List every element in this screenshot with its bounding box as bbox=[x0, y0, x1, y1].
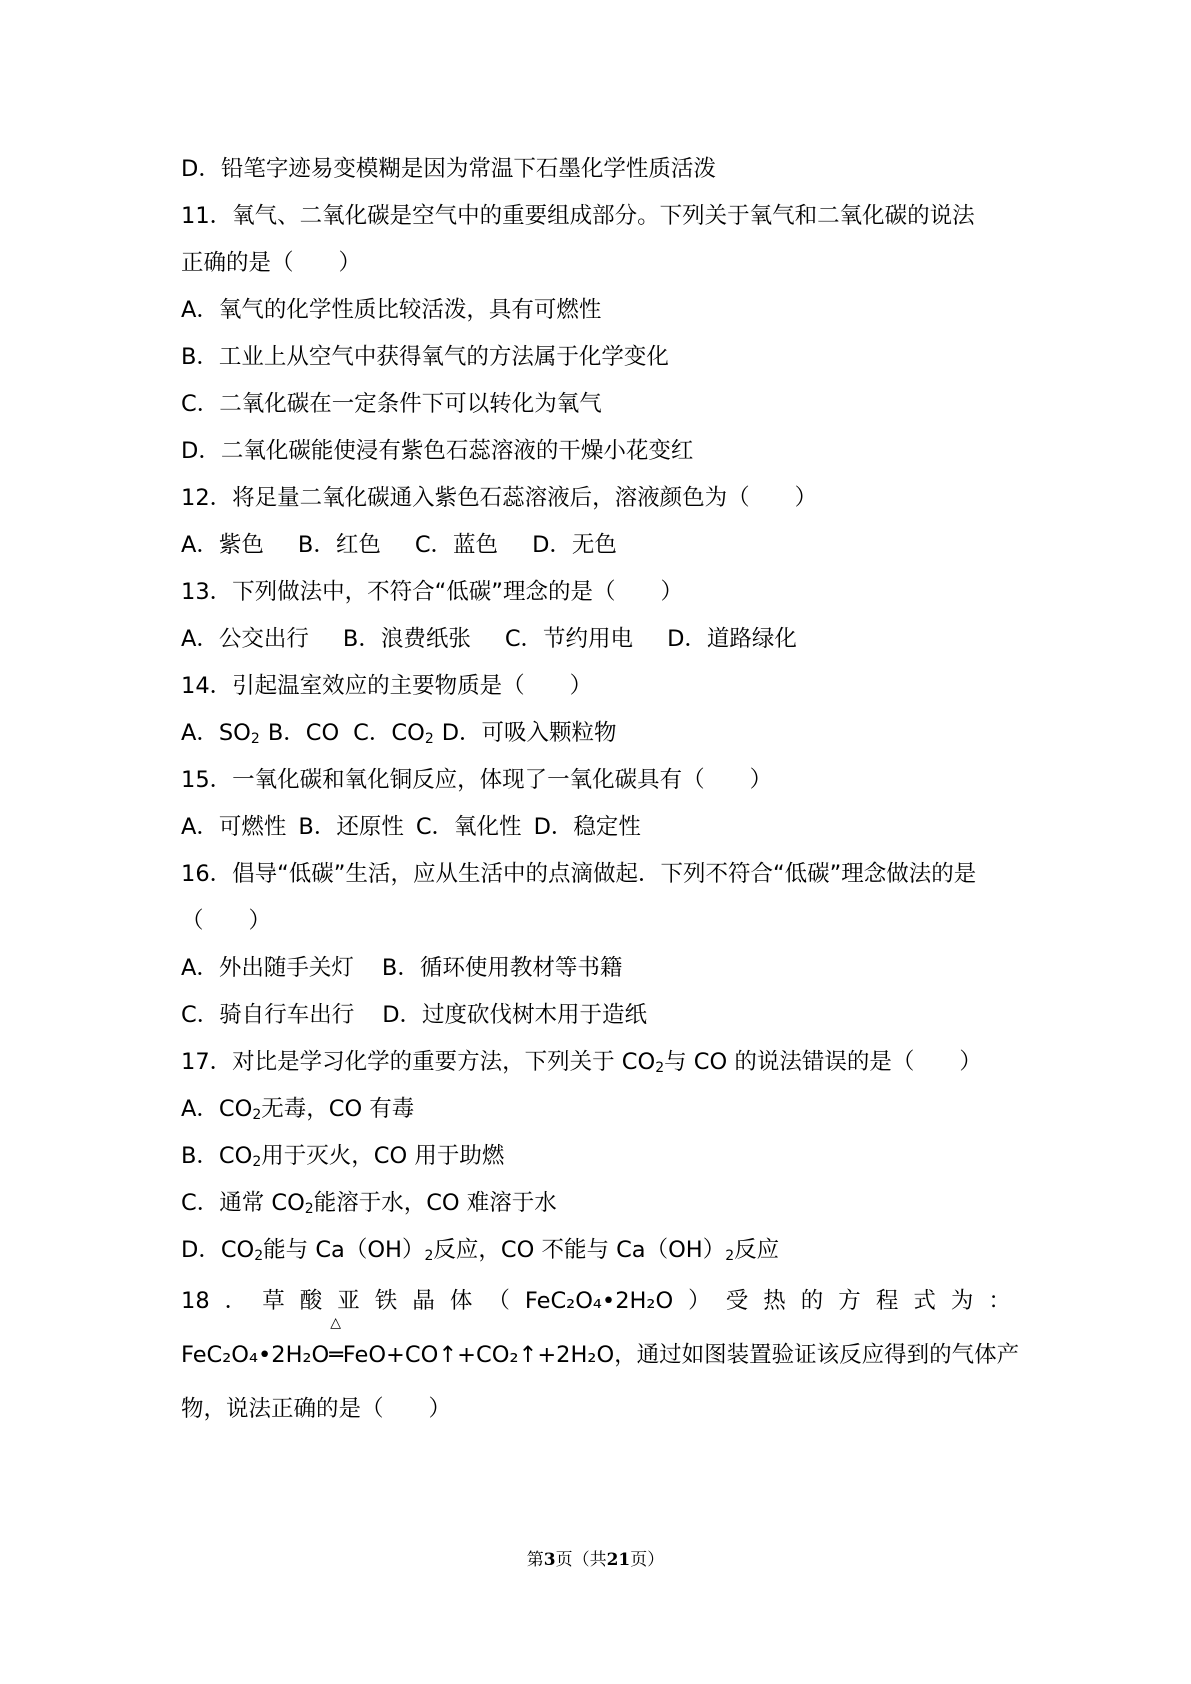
q11-option-a: A．氧气的化学性质比较活泼，具有可燃性 bbox=[181, 297, 602, 323]
q18-word: 为 bbox=[950, 1288, 974, 1314]
q18-word: （ bbox=[487, 1288, 510, 1314]
q17-option-b: B．$CO_2$用于灭火，CO 用于助燃 bbox=[181, 1143, 505, 1170]
total-page-count: 21 bbox=[606, 1550, 631, 1570]
page-footer: 第3页（共21页） bbox=[526, 1550, 665, 1570]
q13-option-c: C．节约用电 bbox=[504, 626, 634, 652]
q18-products: FeO+CO↑+CO₂↑+2H₂O bbox=[342, 1342, 615, 1368]
q15-options bbox=[181, 804, 1011, 851]
q14-option-c: C．$CO_2$ bbox=[353, 720, 434, 747]
q18-word: 18 bbox=[181, 1288, 210, 1314]
q18-word: 程 bbox=[875, 1288, 899, 1314]
q16-stem-line2: （ ） bbox=[181, 908, 272, 934]
q12-option-d: D．无色 bbox=[532, 532, 617, 558]
q14-option-a: A．$SO_2$ bbox=[181, 720, 260, 747]
q13-options bbox=[181, 616, 1011, 663]
q18-word: 受 bbox=[725, 1288, 749, 1314]
q18-word: 酸 bbox=[299, 1288, 323, 1314]
q12-stem: 12．将足量二氧化碳通入紫色石蕊溶液后，溶液颜色为（ ） bbox=[181, 485, 818, 511]
heat-arrow: △ ═ bbox=[329, 1315, 343, 1368]
q18-word: 的 bbox=[800, 1288, 824, 1314]
q18-word: 热 bbox=[763, 1288, 786, 1314]
q14-option-b: B．CO bbox=[267, 720, 340, 746]
q18-word: 方 bbox=[838, 1288, 861, 1314]
q18-stem-line1 bbox=[181, 1274, 1011, 1331]
q15-option-d: D．稳定性 bbox=[533, 814, 641, 840]
q15-option-b: B．还原性 bbox=[298, 814, 404, 840]
q15-option-a: A．可燃性 bbox=[181, 814, 287, 840]
q11-option-b: B．工业上从空气中获得氧气的方法属于化学变化 bbox=[181, 344, 669, 370]
q12-option-c: C．蓝色 bbox=[414, 532, 499, 558]
q18-word: 式 bbox=[913, 1288, 936, 1314]
q13-stem: 13．下列做法中，不符合“低碳”理念的是（ ） bbox=[181, 579, 683, 605]
q18-stem-line3: 物，说法正确的是（ ） bbox=[181, 1396, 452, 1422]
q17-option-c: C．通常 $CO_2$能溶于水，CO 难溶于水 bbox=[181, 1190, 557, 1217]
q17-option-d: D．$CO_2$能与 $Ca(OH)_2$反应，CO 不能与 $Ca(OH)_2$反应 bbox=[181, 1237, 780, 1264]
q16-option-c: C．骑自行车出行 bbox=[181, 1002, 355, 1028]
q15-stem: 15．一氧化碳和氧化铜反应，体现了一氧化碳具有（ ） bbox=[181, 767, 773, 793]
q15-option-c: C．氧化性 bbox=[415, 814, 522, 840]
q18-word: 草 bbox=[262, 1288, 285, 1314]
q12-option-b: B．红色 bbox=[297, 532, 381, 558]
q13-option-b: B．浪费纸张 bbox=[342, 626, 471, 652]
q13-option-d: D．道路绿化 bbox=[667, 626, 797, 652]
q11-stem-line1: 11．氧气、二氧化碳是空气中的重要组成部分。下列关于氧气和二氧化碳的说法 bbox=[181, 203, 975, 229]
q12-option-a: A．紫色 bbox=[181, 532, 264, 558]
q16-options-ab bbox=[181, 945, 1011, 992]
q18-reactant: FeC₂O₄•2H₂O bbox=[181, 1342, 330, 1368]
q12-options bbox=[181, 522, 1011, 569]
q17-stem: 17．对比是学习化学的重要方法，下列关于 $CO_2$与 CO 的说法错误的是（ ） bbox=[181, 1049, 982, 1076]
q18-word: 体 bbox=[449, 1288, 473, 1314]
q10-option-d: D．铅笔字迹易变模糊是因为常温下石墨化学性质活泼 bbox=[181, 156, 716, 182]
q14-option-d: D．可吸入颗粒物 bbox=[441, 720, 617, 746]
q16-stem-line1: 16．倡导“低碳”生活，应从生活中的点滴做起．下列不符合“低碳”理念做法的是 bbox=[181, 861, 977, 887]
q17-option-a: A．$CO_2$无毒，CO 有毒 bbox=[181, 1096, 415, 1123]
q18-stem-text: ，通过如图装置验证该反应得到的气体产 bbox=[614, 1342, 1020, 1368]
question-content bbox=[181, 146, 1020, 1436]
q16-option-d: D．过度砍伐树木用于造纸 bbox=[382, 1002, 648, 1028]
q14-options bbox=[181, 710, 1011, 757]
q18-word: ． bbox=[224, 1288, 248, 1314]
q11-option-c: C．二氧化碳在一定条件下可以转化为氧气 bbox=[181, 391, 602, 417]
q16-option-a: A．外出随手关灯 bbox=[181, 955, 354, 981]
q14-stem: 14．引起温室效应的主要物质是（ ） bbox=[181, 673, 593, 699]
q18-word: 亚 bbox=[337, 1288, 360, 1314]
q16-option-b: B．循环使用教材等书籍 bbox=[381, 955, 623, 981]
current-page-number: 3 bbox=[543, 1550, 556, 1570]
q18-equation-line bbox=[181, 1315, 1020, 1382]
q11-stem-line2: 正确的是（ ） bbox=[181, 250, 362, 276]
q16-options-cd bbox=[181, 992, 1011, 1039]
q18-word: 铁 bbox=[374, 1288, 398, 1314]
delta-symbol: △ bbox=[330, 1315, 342, 1331]
q13-option-a: A．公交出行 bbox=[181, 626, 309, 652]
q18-word: ： bbox=[988, 1288, 1011, 1314]
q18-word: 晶 bbox=[412, 1288, 435, 1314]
q18-word: ） bbox=[688, 1288, 711, 1314]
q11-option-d: D．二氧化碳能使浸有紫色石蕊溶液的干燥小花变红 bbox=[181, 438, 694, 464]
q18-word: FeC₂O₄•2H₂O bbox=[524, 1288, 674, 1314]
